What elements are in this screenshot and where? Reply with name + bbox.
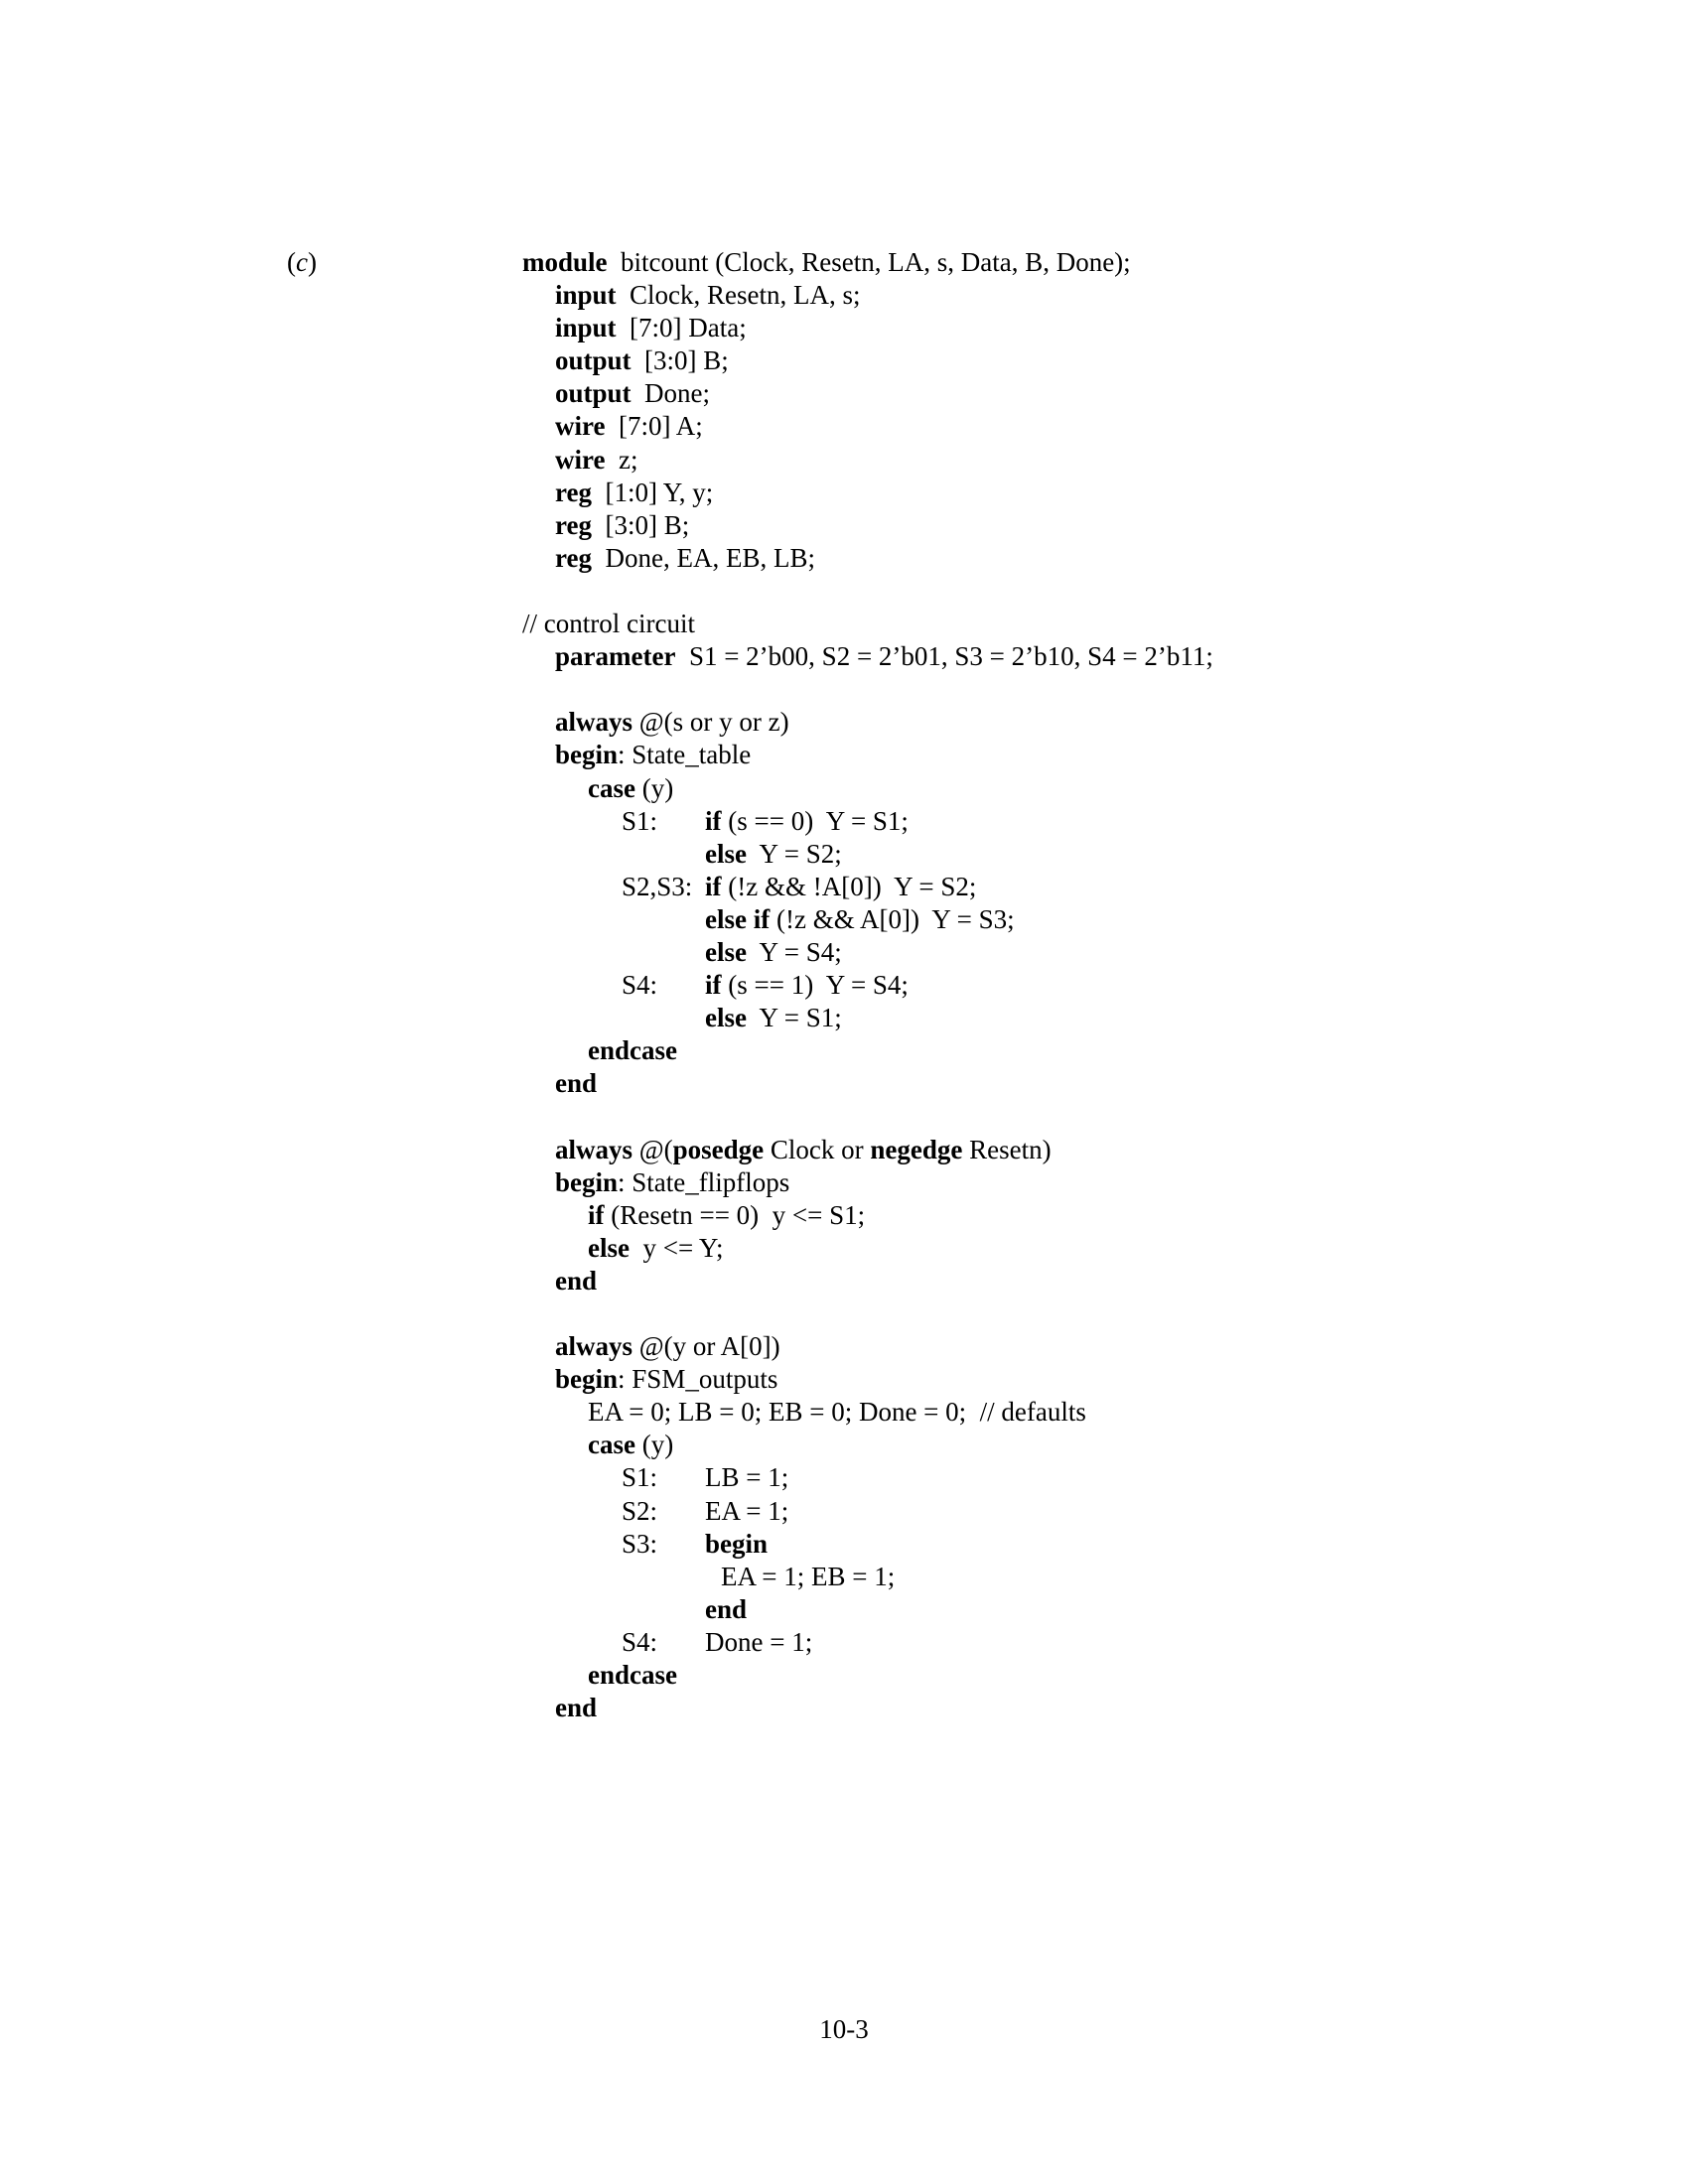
code-text xyxy=(588,1199,865,1232)
keyword: if xyxy=(588,1199,605,1230)
code-text xyxy=(705,838,842,871)
code-token: : State_flipflops xyxy=(618,1166,790,1197)
keyword: else xyxy=(705,1003,747,1033)
keyword: else xyxy=(588,1232,630,1263)
keyword: module xyxy=(522,247,608,277)
code-token: [3:0] B; xyxy=(591,509,690,540)
code-text xyxy=(555,410,703,443)
code-token: Y = S1; xyxy=(746,1003,842,1033)
code-token: [7:0] Data; xyxy=(616,313,747,343)
code-token: Resetn) xyxy=(962,1134,1052,1164)
keyword: end xyxy=(555,1068,598,1099)
keyword: input xyxy=(555,280,617,311)
code-token: [7:0] A; xyxy=(605,411,703,442)
code-token: @( xyxy=(633,1134,673,1164)
code-text xyxy=(555,542,815,575)
case-label: S4: xyxy=(622,1626,658,1657)
code-token: Y = S4; xyxy=(746,936,842,967)
keyword: output xyxy=(555,378,632,409)
code-token: [1:0] Y, y; xyxy=(591,477,714,507)
code-token: Done, EA, EB, LB; xyxy=(591,542,815,573)
code-token: @(y or A[0]) xyxy=(633,1331,780,1362)
code-text xyxy=(705,1593,747,1626)
code-token: (!z && A[0]) Y = S3; xyxy=(770,903,1015,934)
code-text xyxy=(588,1034,677,1067)
code-text xyxy=(555,1134,1052,1166)
case-label: S2,S3: xyxy=(622,871,693,901)
keyword: end xyxy=(555,1265,598,1296)
code-text xyxy=(588,1659,677,1692)
code-token: Y = S2; xyxy=(746,838,842,869)
keyword: begin xyxy=(555,740,619,770)
keyword: else xyxy=(705,936,747,967)
code-text xyxy=(555,1692,597,1724)
code-token: Clock or xyxy=(764,1134,871,1164)
code-text xyxy=(555,739,751,771)
keyword: end xyxy=(705,1593,748,1624)
code-token: EA = 1; EB = 1; xyxy=(721,1561,896,1591)
code-text xyxy=(555,377,710,410)
code-text xyxy=(555,706,789,739)
keyword: reg xyxy=(555,542,592,573)
keyword: case xyxy=(588,1430,635,1460)
keyword: wire xyxy=(555,411,606,442)
code-text xyxy=(588,1232,723,1265)
code-token: EA = 0; LB = 0; EB = 0; Done = 0; // defaults xyxy=(588,1397,1086,1428)
keyword: endcase xyxy=(588,1660,677,1691)
keyword: posedge xyxy=(672,1134,765,1164)
keyword: negedge xyxy=(870,1134,963,1164)
code-text xyxy=(705,1461,788,1494)
code-text xyxy=(588,772,673,805)
code-text xyxy=(705,969,909,1002)
code-text xyxy=(705,1528,768,1561)
code-text xyxy=(555,279,861,312)
code-text xyxy=(555,1166,789,1199)
code-token: (s == 0) Y = S1; xyxy=(721,805,909,836)
keyword: if xyxy=(705,805,722,836)
code-token: : FSM_outputs xyxy=(618,1364,778,1395)
keyword: always xyxy=(555,1331,633,1362)
keyword: endcase xyxy=(588,1035,677,1066)
keyword: wire xyxy=(555,444,606,475)
code-text xyxy=(522,608,695,640)
code-token: Done; xyxy=(631,378,711,409)
case-label: S1: xyxy=(622,805,658,836)
code-token: y <= Y; xyxy=(629,1232,724,1263)
keyword: always xyxy=(555,1134,633,1164)
code-text xyxy=(522,246,1131,279)
code-text xyxy=(705,1002,842,1034)
code-token: bitcount (Clock, Resetn, LA, s, Data, B, Done); xyxy=(607,247,1131,277)
code-text xyxy=(705,936,842,969)
keyword: output xyxy=(555,345,632,376)
code-token: (s == 1) Y = S4; xyxy=(721,970,909,1001)
code-text xyxy=(555,444,637,477)
part-label: (c) xyxy=(287,247,317,277)
code-token: z; xyxy=(605,444,638,475)
keyword: else if xyxy=(705,903,771,934)
code-token: (Resetn == 0) y <= S1; xyxy=(604,1199,866,1230)
code-text xyxy=(555,1363,777,1396)
keyword: case xyxy=(588,772,635,803)
code-token: // control circuit xyxy=(522,609,695,639)
code-token: S1 = 2’b00, S2 = 2’b01, S3 = 2’b10, S4 = 2’b11; xyxy=(675,641,1213,672)
code-text xyxy=(555,344,729,377)
code-text xyxy=(555,1265,597,1297)
keyword: begin xyxy=(705,1528,769,1559)
keyword: begin xyxy=(555,1364,619,1395)
keyword: input xyxy=(555,313,617,343)
code-token: [3:0] B; xyxy=(631,345,729,376)
code-token: (!z && !A[0]) Y = S2; xyxy=(721,871,977,901)
code-token: EA = 1; xyxy=(705,1495,789,1526)
keyword: if xyxy=(705,970,722,1001)
keyword: else xyxy=(705,838,747,869)
code-text xyxy=(555,640,1213,673)
page-number: 10-3 xyxy=(819,2014,869,2044)
code-text xyxy=(555,477,713,509)
code-token: (y) xyxy=(634,772,674,803)
code-text xyxy=(555,1330,780,1363)
code-token: LB = 1; xyxy=(705,1462,789,1493)
code-text xyxy=(588,1429,673,1461)
code-text xyxy=(721,1561,895,1593)
keyword: reg xyxy=(555,509,592,540)
code-token: Clock, Resetn, LA, s; xyxy=(616,280,861,311)
case-label: S1: xyxy=(622,1462,658,1493)
case-label: S2: xyxy=(622,1495,658,1526)
code-text xyxy=(555,1067,597,1100)
code-text xyxy=(588,1396,1086,1429)
keyword: if xyxy=(705,871,722,901)
code-text xyxy=(705,805,909,838)
code-text xyxy=(555,509,689,542)
case-label: S4: xyxy=(622,970,658,1001)
keyword: end xyxy=(555,1693,598,1723)
keyword: parameter xyxy=(555,641,676,672)
keyword: always xyxy=(555,707,633,738)
code-token: @(s or y or z) xyxy=(633,707,789,738)
code-text xyxy=(705,903,1015,936)
code-token: (y) xyxy=(634,1430,674,1460)
code-text xyxy=(555,312,747,344)
keyword: reg xyxy=(555,477,592,507)
code-text xyxy=(705,1626,812,1659)
code-text xyxy=(705,1495,788,1528)
keyword: begin xyxy=(555,1166,619,1197)
code-token: Done = 1; xyxy=(705,1626,813,1657)
code-token: : State_table xyxy=(618,740,752,770)
code-text xyxy=(705,871,976,903)
case-label: S3: xyxy=(622,1528,658,1559)
